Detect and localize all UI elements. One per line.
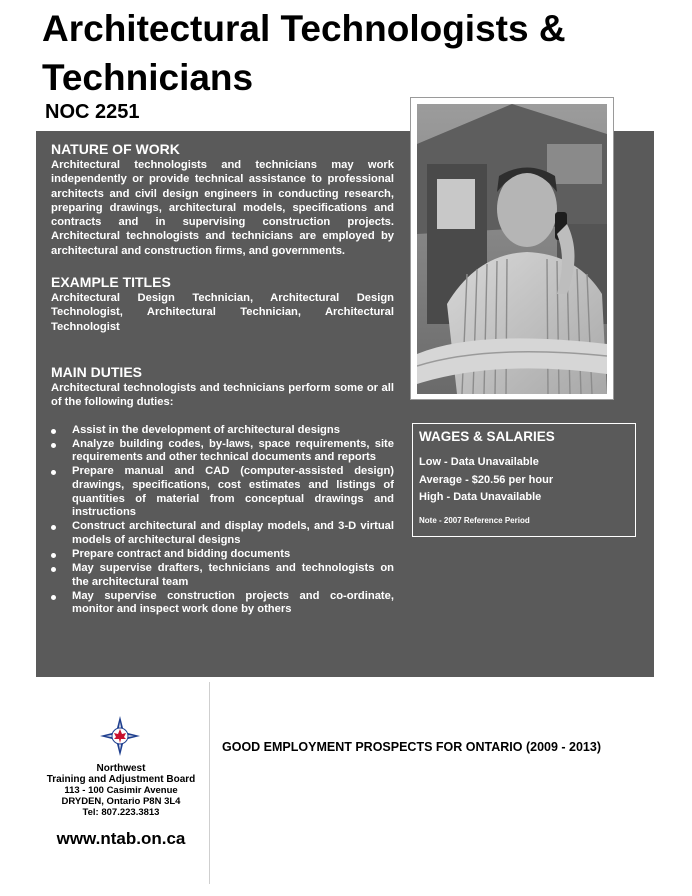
bullet-icon bbox=[51, 553, 56, 558]
address-line1: 113 - 100 Casimir Avenue bbox=[64, 785, 178, 796]
bullet-icon bbox=[51, 525, 56, 530]
duty-item bbox=[51, 548, 394, 562]
duty-text: Prepare contract and bidding documents bbox=[72, 547, 291, 560]
nature-of-work-text: Architectural technologists and technicians may work independently or provide technical assistance to professional architects and civil design engineers in conducting research, preparing drawings, architectural models, specifications and contracts and in supervising construction projects. Architectural technologists and technicians are employed by architectural and construction firms, and governments. bbox=[51, 159, 394, 257]
duty-item bbox=[51, 438, 394, 465]
main-duties-list bbox=[51, 424, 394, 617]
org-name-line2: Training and Adjustment Board bbox=[46, 774, 196, 785]
duty-item bbox=[51, 520, 394, 547]
duty-item bbox=[51, 424, 394, 438]
ntab-logo-icon bbox=[100, 716, 140, 756]
wage-high: High - Data Unavailable bbox=[419, 491, 542, 503]
address-line2: DRYDEN, Ontario P8N 3L4 bbox=[61, 796, 181, 807]
example-titles-text: Architectural Design Technician, Architectural Design Technologist, Architectural Technician, Architectural Technologist bbox=[51, 292, 394, 333]
duty-text: Assist in the development of architectural designs bbox=[72, 423, 340, 436]
technician-on-phone-photo bbox=[417, 104, 607, 394]
duty-text: Construct architectural and display models, and 3-D virtual models of architectural designs bbox=[72, 520, 394, 546]
duty-text: Prepare manual and CAD (computer-assisted design) drawings, specifications, cost estimates and listings of quantities of material from conceptual drawings and instructions bbox=[72, 465, 394, 519]
example-titles-heading: EXAMPLE TITLES bbox=[51, 274, 171, 291]
duty-text: Analyze building codes, by-laws, space requirements, site requirements and other technical documents and reports bbox=[72, 437, 394, 464]
website-link[interactable]: www.ntab.on.ca bbox=[56, 829, 186, 848]
duty-text: May supervise drafters, technicians and technologists on the architectural team bbox=[72, 562, 394, 588]
bullet-icon bbox=[51, 567, 56, 572]
duty-item bbox=[51, 590, 394, 617]
wages-box bbox=[412, 423, 636, 537]
duty-item bbox=[51, 562, 394, 589]
left-column bbox=[51, 141, 394, 617]
footer-divider bbox=[209, 682, 210, 884]
duty-text: May supervise construction projects and co-ordinate, monitor and inspect work done by others bbox=[72, 589, 394, 616]
bullet-icon bbox=[51, 470, 56, 475]
phone-number: Tel: 807.223.3813 bbox=[82, 807, 160, 818]
bullet-icon bbox=[51, 443, 56, 448]
nature-of-work-heading: NATURE OF WORK bbox=[51, 141, 180, 157]
main-duties-heading: MAIN DUTIES bbox=[51, 363, 142, 380]
bullet-icon bbox=[51, 429, 56, 434]
bullet-icon bbox=[51, 595, 56, 600]
org-name-line1: Northwest bbox=[96, 763, 146, 774]
noc-code: NOC 2251 bbox=[45, 101, 140, 123]
wage-low: Low - Data Unavailable bbox=[419, 456, 539, 468]
page-title: Architectural Technologists & Technicians bbox=[42, 8, 566, 98]
organization-info bbox=[36, 763, 206, 818]
main-duties-intro: Architectural technologists and technicians perform some or all of the following duties: bbox=[51, 381, 394, 409]
duty-item bbox=[51, 465, 394, 519]
employment-prospects: GOOD EMPLOYMENT PROSPECTS FOR ONTARIO (2009 - 2013) bbox=[222, 740, 601, 754]
wages-heading: WAGES & SALARIES bbox=[419, 429, 555, 444]
wage-note: Note - 2007 Reference Period bbox=[419, 515, 530, 525]
wage-average: Average - $20.56 per hour bbox=[419, 473, 554, 486]
